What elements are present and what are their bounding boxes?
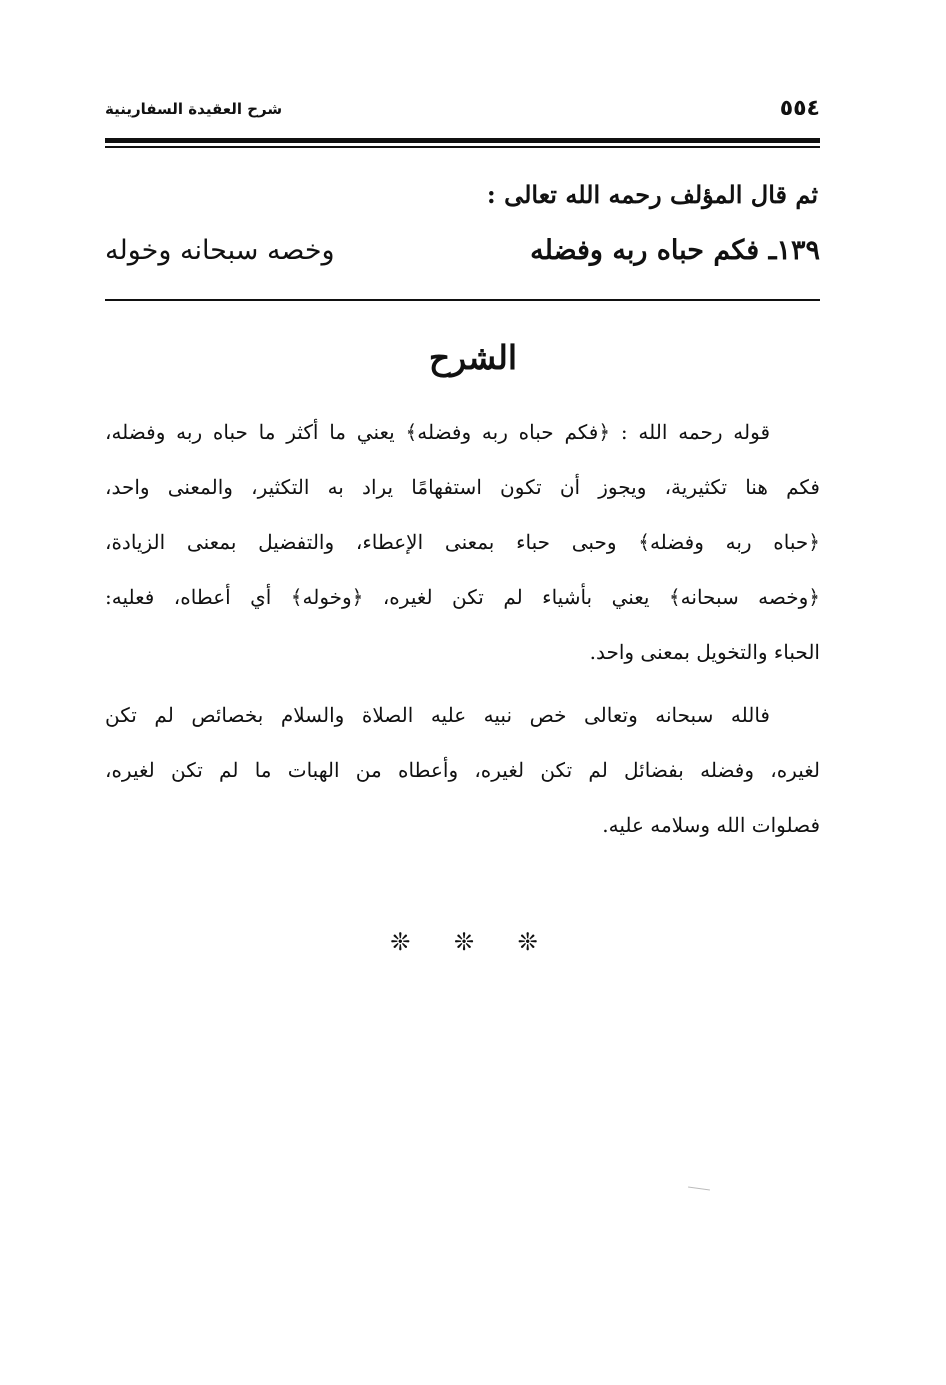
paragraph-line: فالله سبحانه وتعالى خص نبيه عليه الصلاة والسلام بخصائص لم تكن — [105, 703, 770, 727]
paragraph-line: فصلوات الله وسلامه عليه. — [602, 813, 820, 837]
book-title: شرح العقيدة السفارينية — [105, 100, 283, 118]
verse-second-hemistich: وخصه سبحانه وخوله — [105, 235, 335, 266]
running-header — [105, 96, 820, 130]
paragraph-line: الحباء والتخويل بمعنى واحد. — [589, 640, 820, 664]
commentary-paragraph-2 — [105, 688, 820, 853]
header-rule-thin — [105, 146, 820, 148]
paragraph-line: ﴿وخصه سبحانه﴾ يعني بأشياء لم تكن لغيره، ﴿وخوله﴾ أي أعطاه، فعليه: — [105, 585, 820, 609]
scan-speck — [688, 1186, 710, 1190]
paragraph-line: ﴿حباه ربه وفضله﴾ وحبى حباء بمعنى الإعطاء، والتفضيل بمعنى الزيادة، — [105, 530, 820, 554]
paragraph-line: فكم هنا تكثيرية، ويجوز أن تكون استفهامًا يراد به التكثير، والمعنى واحد، — [105, 475, 820, 499]
paragraph-line: قوله رحمه الله : ﴿فكم حباه ربه وفضله﴾ يعني ما أكثر ما حباه ربه وفضله، — [105, 420, 770, 444]
commentary-paragraph-1 — [105, 405, 820, 680]
section-title: الشرح — [428, 338, 518, 377]
section-end-ornament: ❊ ❊ ❊ — [390, 928, 556, 956]
author-intro: ثم قال المؤلف رحمه الله تعالى : — [486, 180, 818, 209]
page-number: ٥٥٤ — [779, 96, 820, 121]
verse-rule — [105, 299, 820, 301]
poem-verse — [105, 235, 820, 285]
verse-first-hemistich: ١٣٩ـ فكم حباه ربه وفضله — [530, 235, 820, 266]
paragraph-line: لغيره، وفضله بفضائل لم تكن لغيره، وأعطاه من الهبات ما لم تكن لغيره، — [105, 758, 820, 782]
header-rule-thick — [105, 138, 820, 143]
